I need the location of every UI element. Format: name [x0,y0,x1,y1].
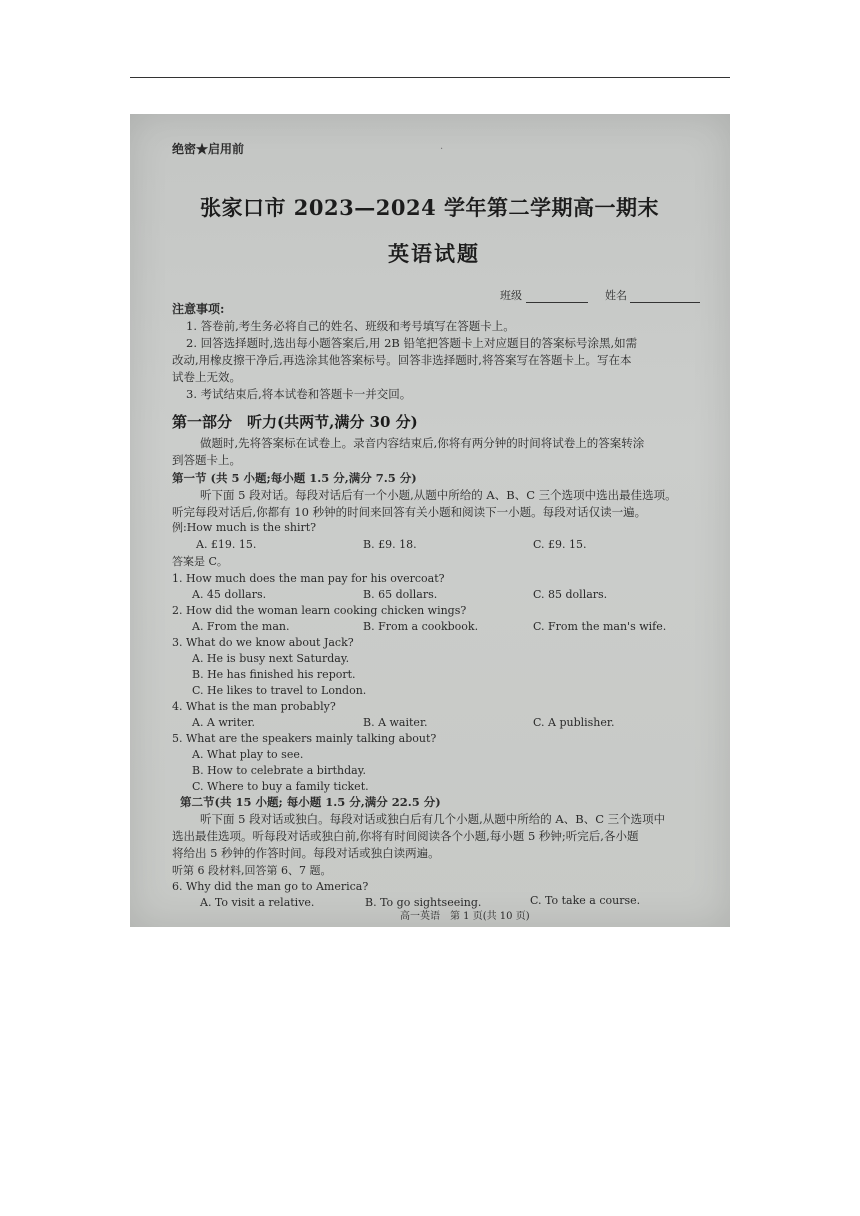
option: A. £19. 15. [196,538,257,551]
question: 5. What are the speakers mainly talking about? [172,732,437,745]
option: B. £9. 18. [363,538,417,551]
option: C. He likes to travel to London. [192,684,367,697]
question: 6. Why did the man go to America? [172,880,369,893]
option: A. He is busy next Saturday. [192,652,350,665]
exam-photo [130,114,730,927]
notice-item: 1. 答卷前,考生务必将自己的姓名、班级和考号填写在答题卡上。 [186,319,515,333]
option: A. What play to see. [192,748,304,761]
option: B. To go sightseeing. [365,896,482,909]
exam-subject: 英语试题 [388,241,480,266]
part1-intro [172,435,712,469]
notice-item: 试卷上无效。 [172,370,241,384]
option: A. From the man. [192,620,290,633]
confidential-label: 绝密★启用前 [172,142,245,156]
class-label: 班级 [500,289,522,302]
example-question: 例:How much is the shirt? [172,521,317,534]
example-answer: 答案是 C。 [172,555,228,568]
option: A. A writer. [192,716,256,729]
intro-line: 听完每段对话后,你都有 10 秒钟的时间来回答有关小题和阅读下一小题。每段对话仅读一遍。 [172,505,647,519]
section1-intro [172,487,712,521]
section1-title: 第一节 (共 5 小题;每小题 1.5 分,满分 7.5 分) [172,471,417,485]
option: B. He has finished his report. [192,668,356,681]
question: 4. What is the man probably? [172,700,336,713]
notice-item: 3. 考试结束后,将本试卷和答题卡一并交回。 [186,387,412,401]
option: B. A waiter. [363,716,428,729]
name-label: 姓名 [604,289,627,302]
name-blank [630,302,700,303]
option: C. A publisher. [533,716,615,729]
option: C. 85 dollars. [533,588,608,601]
notice-heading: 注意事项: [172,302,225,316]
notice-list [172,318,712,403]
intro-line: 将给出 5 秒钟的作答时间。每段对话或独白读两遍。 [172,846,440,860]
option: B. 65 dollars. [363,588,438,601]
intro-line: 到答题卡上。 [172,453,241,467]
question: 3. What do we know about Jack? [172,636,354,649]
notice-item: 2. 回答选择题时,选出每小题答案后,用 2B 铅笔把答题卡上对应题目的答案标号涂黑,如需 [186,336,638,350]
option: B. From a cookbook. [363,620,479,633]
option: C. Where to buy a family ticket. [192,780,369,793]
option: C. To take a course. [530,894,641,907]
listen-instruction: 听第 6 段材料,回答第 6、7 题。 [172,864,332,877]
page-mark: · [440,144,444,155]
part1-title: 第一部分 听力(共两节,满分 30 分) [172,413,418,431]
option: A. 45 dollars. [192,588,267,601]
option: C. £9. 15. [533,538,587,551]
class-name-fields [500,287,700,303]
exam-title: 张家口市 2023—2024 学年第二学期高一期末 [200,195,660,220]
notice-item: 改动,用橡皮擦干净后,再选涂其他答案标号。回答非选择题时,将答案写在答题卡上。写在本 [172,353,632,367]
question: 2. How did the woman learn cooking chicken wings? [172,604,467,617]
intro-line: 选出最佳选项。听每段对话或独白前,你将有时间阅读各个小题,每小题 5 秒钟;听完后,各小题 [172,829,639,843]
intro-line: 做题时,先将答案标在试卷上。录音内容结束后,你将有两分钟的时间将试卷上的答案转涂 [200,436,645,450]
option: B. How to celebrate a birthday. [192,764,366,777]
option: C. From the man's wife. [533,620,667,633]
class-blank [526,302,588,303]
intro-line: 听下面 5 段对话。每段对话后有一个小题,从题中所给的 A、B、C 三个选项中选出最佳选项。 [200,488,677,502]
intro-line: 听下面 5 段对话或独白。每段对话或独白后有几个小题,从题中所给的 A、B、C 三个选项中 [200,812,666,826]
section2-intro [172,811,712,862]
section2-title: 第二节(共 15 小题; 每小题 1.5 分,满分 22.5 分) [180,795,441,809]
question: 1. How much does the man pay for his overcoat? [172,572,445,585]
option: A. To visit a relative. [200,896,315,909]
top-rule [130,77,730,78]
page-footer: 高一英语 第 1 页(共 10 页) [400,911,530,922]
